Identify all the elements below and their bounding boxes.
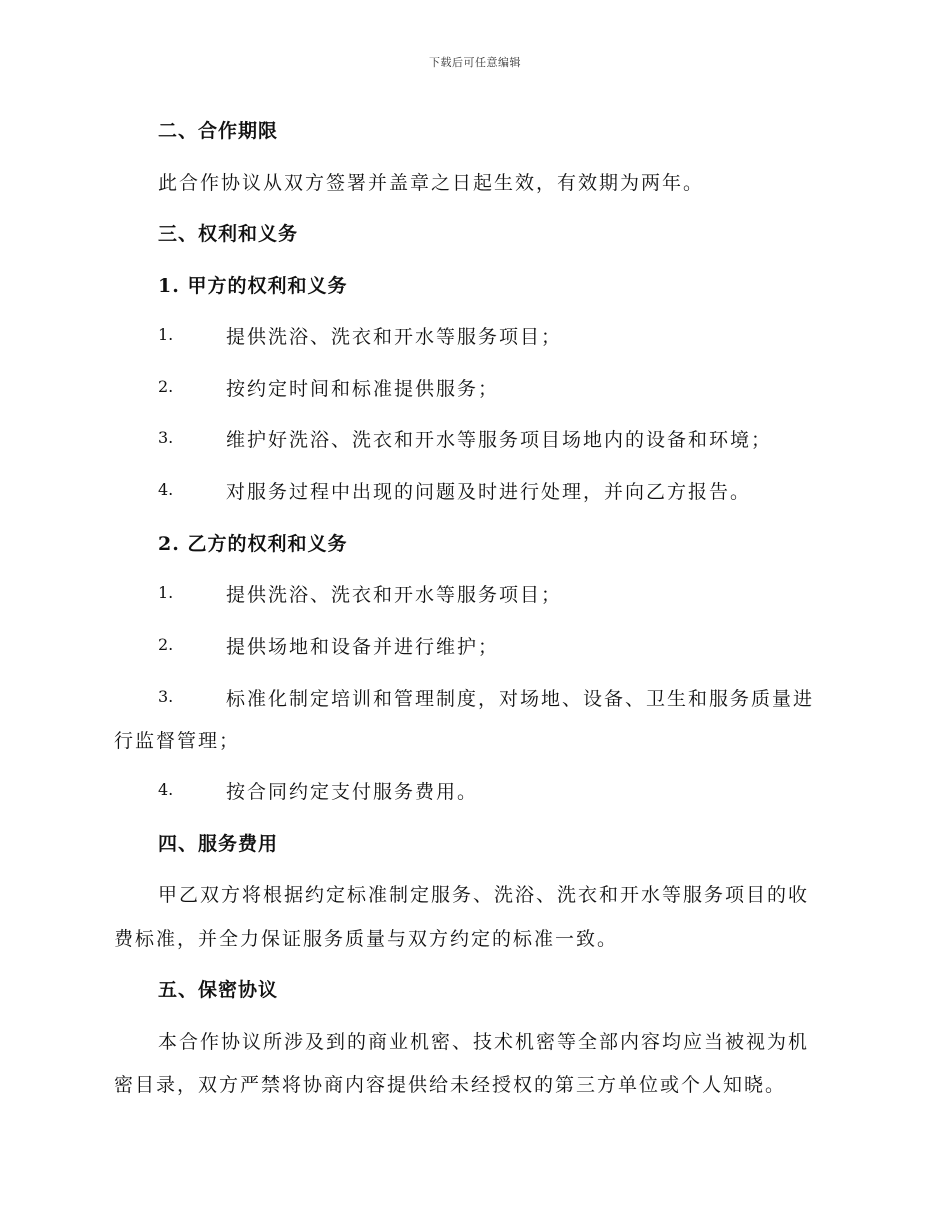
fee-paragraph-line: 甲乙双方将根据约定标准制定服务、洗浴、洗衣和开水等服务项目的收: [158, 884, 810, 906]
term-paragraph: 此合作协议从双方签署并盖章之日起生效，有效期为两年。: [158, 172, 705, 194]
list-item-text: 按合同约定支付服务费用。: [226, 781, 479, 803]
page-header: 下载后可任意编辑: [429, 56, 521, 69]
list-item-number: 1.: [158, 325, 174, 344]
list-item-number: 3.: [158, 687, 174, 706]
section-heading-rights: 三、权利和义务: [158, 223, 299, 245]
section-heading-confidential: 五、保密协议: [158, 979, 279, 1001]
confidential-paragraph-line: 密目录，双方严禁将协商内容提供给未经授权的第三方单位或个人知晓。: [114, 1074, 787, 1096]
subsection-heading-party-b: 2. 乙方的权利和义务: [158, 533, 348, 555]
list-item: [0, 632, 950, 662]
list-item-text: 按约定时间和标准提供服务；: [226, 378, 500, 400]
list-item: [0, 374, 950, 404]
list-item-number: 2.: [158, 377, 174, 396]
list-item-text: 提供洗浴、洗衣和开水等服务项目；: [226, 584, 563, 606]
list-item-number: 4.: [158, 780, 174, 799]
list-item-text: 提供场地和设备并进行维护；: [226, 636, 500, 658]
list-item-number: 1.: [158, 583, 174, 602]
confidential-paragraph-line: 本合作协议所涉及到的商业机密、技术机密等全部内容均应当被视为机: [158, 1031, 810, 1053]
list-item-number: 4.: [158, 480, 174, 499]
fee-paragraph-line: 费标准，并全力保证服务质量与双方约定的标准一致。: [114, 928, 619, 950]
list-item: [0, 777, 950, 807]
subsection-heading-party-a: 1. 甲方的权利和义务: [158, 275, 348, 297]
list-item-text: 标准化制定培训和管理制度，对场地、设备、卫生和服务质量进: [226, 688, 815, 710]
list-item-number: 3.: [158, 428, 174, 447]
list-item-text: 对服务过程中出现的问题及时进行处理，并向乙方报告。: [226, 481, 752, 503]
section-heading-term: 二、合作期限: [158, 120, 279, 142]
list-item-continuation: 行监督管理；: [114, 730, 241, 752]
list-item-text: 维护好洗浴、洗衣和开水等服务项目场地内的设备和环境；: [226, 429, 773, 451]
list-item: [0, 322, 950, 352]
list-item: [0, 477, 950, 507]
list-item: [0, 684, 950, 714]
list-item: [0, 580, 950, 610]
section-heading-fee: 四、服务费用: [158, 833, 279, 855]
list-item-text: 提供洗浴、洗衣和开水等服务项目；: [226, 326, 563, 348]
list-item: [0, 425, 950, 455]
list-item-number: 2.: [158, 635, 174, 654]
